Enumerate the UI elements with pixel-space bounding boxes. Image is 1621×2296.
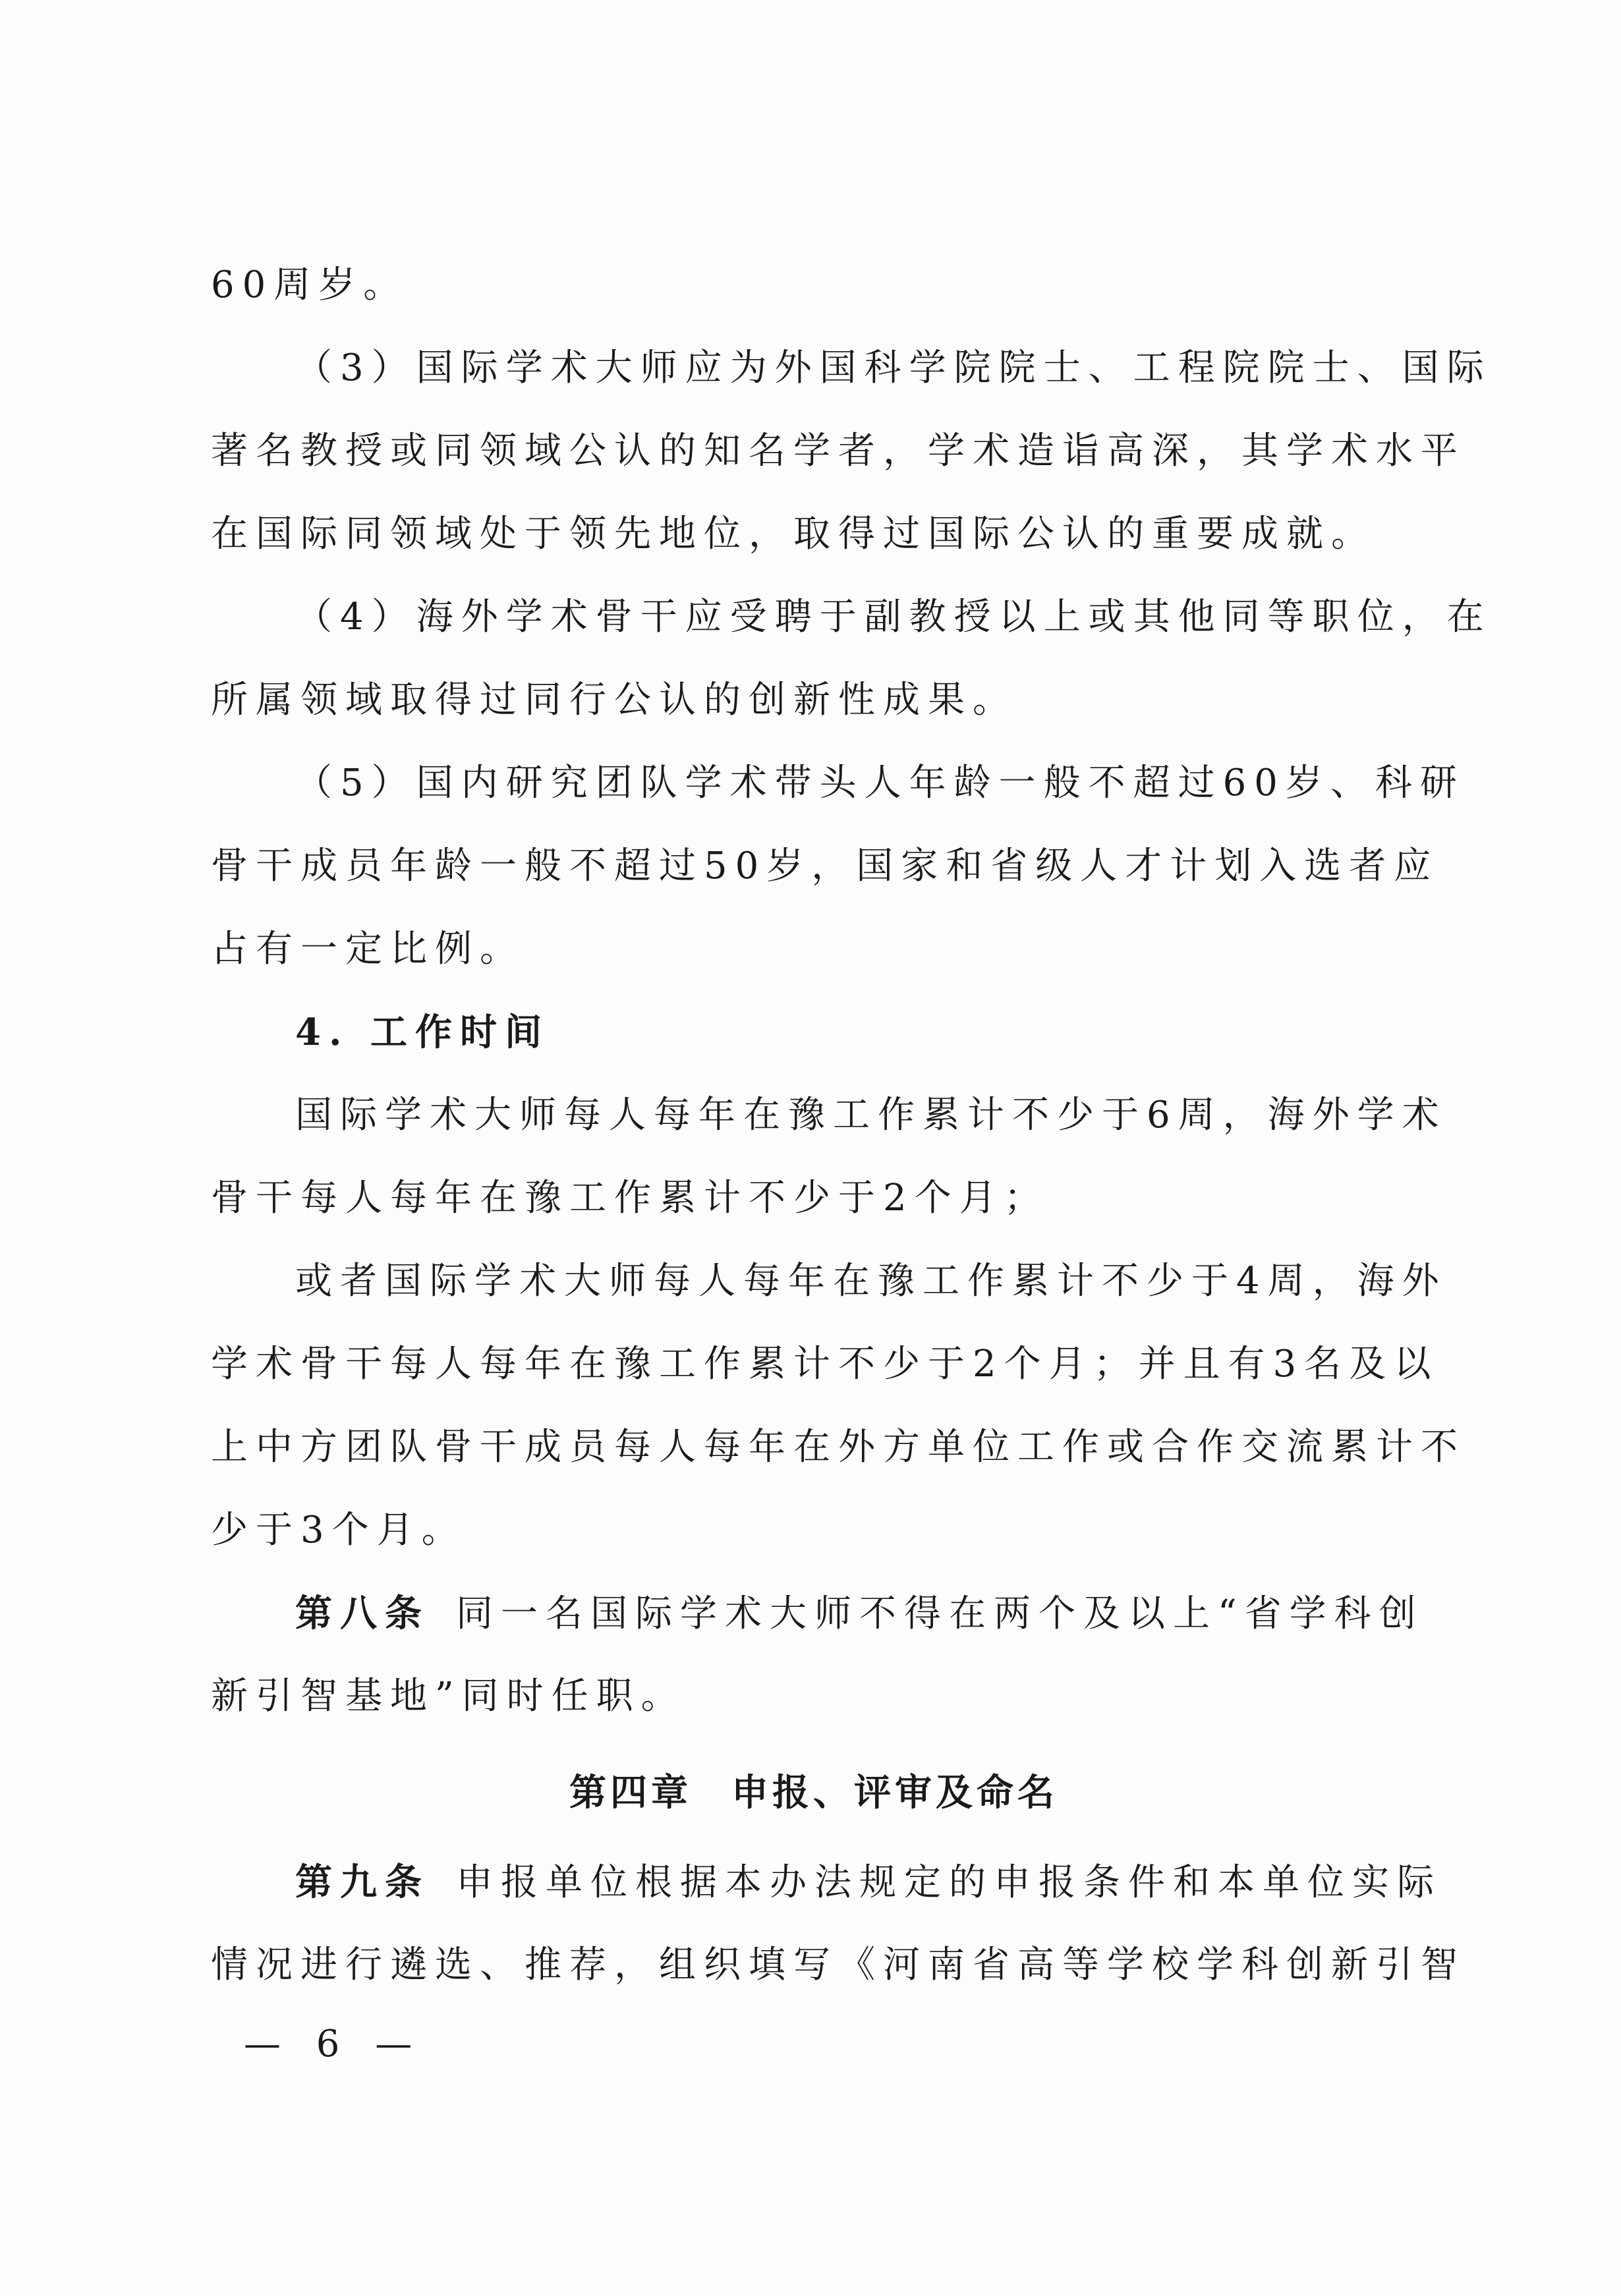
chapter-title: 申报、评审及命名 — [731, 1771, 1058, 1814]
article-8-line-1 — [211, 1572, 1424, 1655]
document-body — [211, 244, 1492, 2007]
article-9-text: 申报单位根据本办法规定的申报条件和本单位实际 — [456, 1861, 1442, 1904]
chapter-heading — [211, 1751, 1417, 1834]
page-number: — 6 — — [244, 2023, 424, 2065]
text-line: （4）海外学术骨干应受聘于副教授以上或其他同等职位，在 — [295, 596, 1492, 638]
text-line: 骨干每人每年在豫工作累计不少于2个月； — [211, 1177, 1049, 1219]
text-line: 所属领域取得过同行公认的创新性成果。 — [211, 679, 1017, 721]
text-line: 上中方团队骨干成员每人每年在外方单位工作或合作交流累计不 — [211, 1426, 1465, 1469]
section-heading: 4. 工作时间 — [295, 1011, 550, 1054]
text-line: 少于3个月。 — [211, 1509, 467, 1552]
article-8-text: 同一名国际学术大师不得在两个及以上“省学科创 — [456, 1592, 1424, 1635]
article-9-line-1 — [211, 1841, 1442, 1924]
text-line: 占有一定比例。 — [211, 928, 525, 970]
article-9-label: 第九条 — [295, 1861, 430, 1904]
text-line: 或者国际学术大师每人每年在豫工作累计不少于4周，海外 — [295, 1260, 1447, 1302]
text-line: 学术骨干每人每年在豫工作累计不少于2个月；并且有3名及以 — [211, 1343, 1439, 1386]
text-line: 国际学术大师每人每年在豫工作累计不少于6周，海外学术 — [295, 1094, 1447, 1136]
chapter-number: 第四章 — [569, 1771, 692, 1814]
article-8-line-2: 新引智基地”同时任职。 — [211, 1675, 686, 1718]
text-line: （5）国内研究团队学术带头人年龄一般不超过60岁、科研 — [295, 762, 1465, 804]
text-line: 著名教授或同领域公认的知名学者，学术造诣高深，其学术水平 — [211, 430, 1465, 472]
article-9-line-2: 情况进行遴选、推荐，组织填写《河南省高等学校学科创新引智 — [211, 1944, 1465, 1986]
text-line: （3）国际学术大师应为外国科学院院士、工程院院士、国际 — [295, 347, 1492, 389]
text-line: 在国际同领域处于领先地位，取得过国际公认的重要成就。 — [211, 513, 1376, 555]
text-line: 骨干成员年龄一般不超过50岁，国家和省级人才计划入选者应 — [211, 845, 1439, 887]
text-line: 60周岁。 — [211, 264, 409, 306]
article-8-label: 第八条 — [295, 1592, 430, 1635]
